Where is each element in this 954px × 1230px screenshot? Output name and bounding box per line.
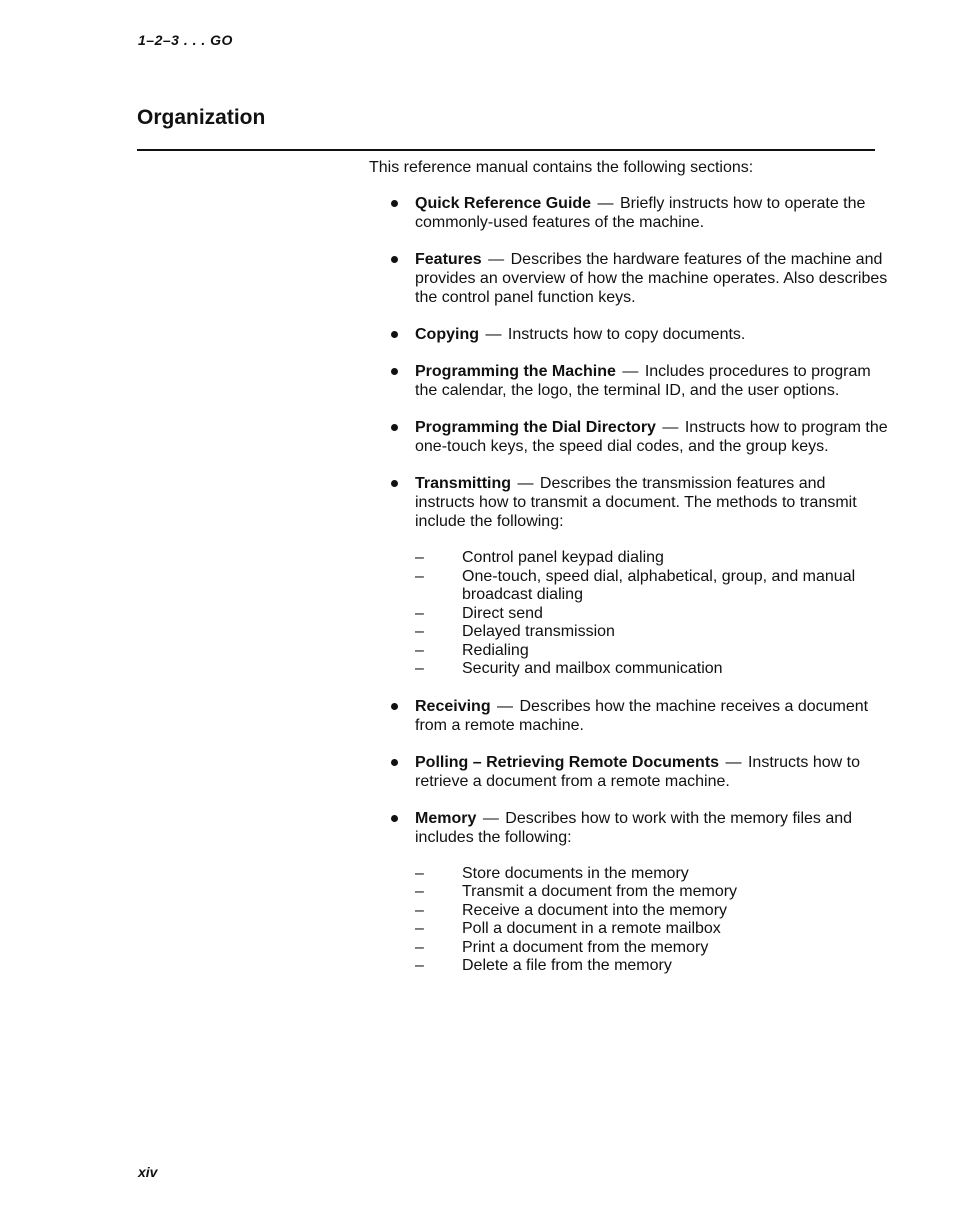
item-description: Instructs how to copy documents. — [507, 326, 746, 343]
sub-list-item — [415, 902, 889, 921]
sub-item-text: One-touch, speed dial, alphabetical, group, and manual broadcast dialing — [462, 567, 856, 603]
sub-item-text: Poll a document in a remote mailbox — [462, 920, 721, 937]
sub-list-item — [415, 957, 889, 976]
item-title: Programming the Machine — [415, 363, 616, 380]
item-description: Instructs how to retrieve a document from a remote machine. — [415, 753, 861, 790]
item-description: Includes procedures to program the calendar, the logo, the terminal ID, and the user options. — [415, 363, 871, 399]
dash-icon: – — [415, 604, 424, 622]
page-number: xiv — [138, 1164, 158, 1180]
sub-list-item — [415, 642, 889, 661]
dash-icon: – — [415, 883, 424, 900]
bullet-icon — [391, 759, 398, 766]
dash-icon: – — [415, 549, 424, 566]
separator: — — [482, 809, 499, 827]
item-description: Describes how to work with the memory files and includes the following: — [415, 809, 853, 846]
item-description: Describes the hardware features of the machine and provides an overview of how the machine operates. Also describes the control panel function keys. — [415, 251, 888, 306]
item-description: Instructs how to program the one-touch keys, the speed dial codes, and the group keys. — [415, 419, 888, 455]
sub-list-item — [415, 568, 889, 605]
sub-item-text: Redialing — [462, 641, 529, 659]
sub-list-item — [415, 660, 889, 679]
sub-item-text: Delete a file from the memory — [462, 957, 672, 974]
item-title: Polling – Retrieving Remote Documents — [415, 753, 720, 771]
sub-list — [415, 865, 889, 976]
sub-list-item — [415, 920, 889, 939]
bullet-icon — [391, 331, 398, 338]
sub-list-item — [415, 939, 889, 958]
list-item — [369, 325, 889, 344]
list-item — [369, 753, 889, 791]
dash-icon: – — [415, 641, 424, 659]
bullet-icon — [391, 256, 398, 263]
sub-item-text: Receive a document into the memory — [462, 901, 728, 919]
sub-list-item — [415, 605, 889, 624]
dash-icon: – — [415, 920, 424, 937]
separator: — — [485, 326, 502, 343]
list-item — [369, 362, 889, 400]
dash-icon: – — [415, 660, 424, 677]
sub-list-item — [415, 883, 889, 902]
sub-item-text: Store documents in the memory — [462, 864, 689, 882]
separator: — — [497, 697, 514, 715]
item-title: Receiving — [415, 697, 491, 715]
bullet-icon — [391, 424, 398, 431]
sub-item-text: Print a document from the memory — [462, 938, 709, 956]
dash-icon: – — [415, 901, 424, 919]
item-title: Programming the Dial Directory — [415, 419, 656, 436]
list-item — [369, 697, 889, 735]
separator: — — [517, 475, 534, 492]
item-title: Copying — [415, 326, 479, 343]
sub-item-text: Control panel keypad dialing — [462, 549, 664, 566]
bullet-icon — [391, 368, 398, 375]
separator: — — [662, 419, 679, 436]
item-title: Memory — [415, 809, 477, 827]
bullet-icon — [391, 200, 398, 207]
intro-text: This reference manual contains the following sections: — [369, 159, 754, 176]
sub-item-text: Direct send — [462, 604, 543, 622]
section-rule — [137, 149, 875, 151]
separator: — — [725, 753, 742, 771]
bullet-icon — [391, 815, 398, 822]
separator: — — [597, 195, 614, 212]
sub-item-text: Security and mailbox communication — [462, 660, 723, 677]
running-head: 1–2–3 . . . GO — [138, 32, 233, 48]
item-description: Describes how the machine receives a document from a remote machine. — [415, 697, 869, 734]
dash-icon: – — [415, 938, 424, 956]
separator: — — [622, 363, 639, 380]
sub-list — [415, 549, 889, 679]
item-description: Briefly instructs how to operate the commonly-used features of the machine. — [415, 195, 866, 231]
list-item — [369, 474, 889, 679]
section-title: Organization — [137, 106, 266, 129]
separator: — — [488, 251, 505, 268]
list-item — [369, 418, 889, 456]
sub-list-item — [415, 549, 889, 568]
item-title: Features — [415, 251, 482, 268]
bullet-icon — [391, 703, 398, 710]
sub-item-text: Transmit a document from the memory — [462, 883, 738, 900]
list-item — [369, 250, 889, 307]
sub-item-text: Delayed transmission — [462, 623, 615, 640]
item-description: Describes the transmission features and instructs how to transmit a document. The methods to transmit include the following: — [415, 475, 857, 530]
section-content — [369, 158, 889, 994]
dash-icon: – — [415, 864, 424, 882]
list-item — [369, 194, 889, 232]
section-list — [369, 194, 889, 976]
dash-icon: – — [415, 567, 424, 585]
sub-list-item — [415, 623, 889, 642]
sub-list-item — [415, 865, 889, 884]
list-item — [369, 809, 889, 976]
dash-icon: – — [415, 623, 424, 640]
dash-icon: – — [415, 957, 424, 974]
bullet-icon — [391, 480, 398, 487]
item-title: Transmitting — [415, 475, 512, 492]
item-title: Quick Reference Guide — [415, 195, 592, 212]
